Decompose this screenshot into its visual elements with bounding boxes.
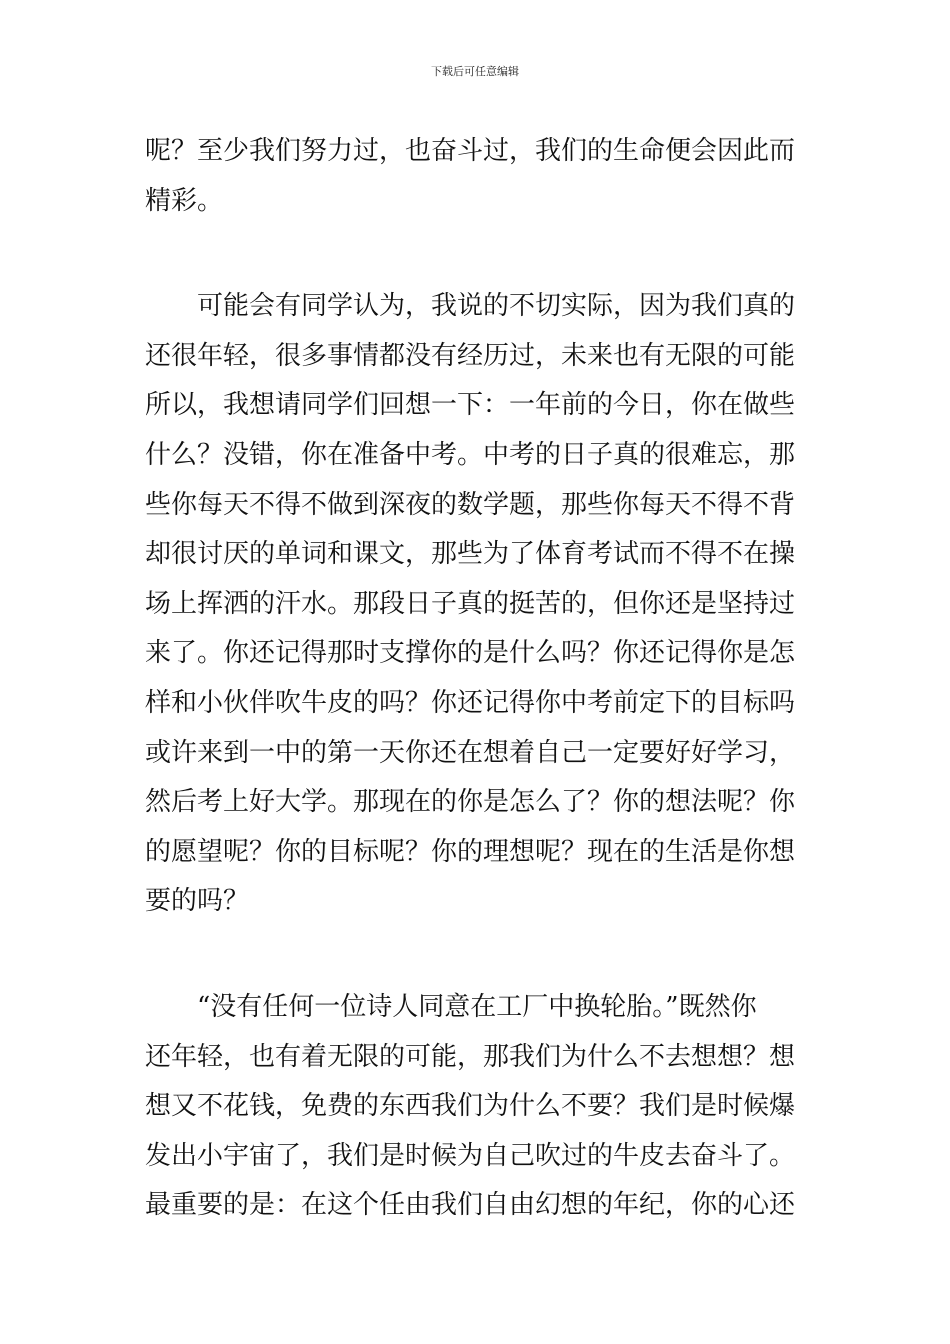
document-body (145, 127, 815, 1231)
text-line: 然后考上好大学。那现在的你是怎么了？你的想法呢？你 (145, 787, 796, 818)
page-header: 下载后可任意编辑 (431, 65, 519, 78)
paragraph-1 (145, 127, 815, 226)
text-line: 精彩。 (145, 185, 224, 216)
text-line: 最重要的是：在这个任由我们自由幻想的年纪，你的心还 (145, 1190, 796, 1221)
text-line: 呢？至少我们努力过，也奋斗过，我们的生命便会因此而 (145, 136, 796, 166)
text-line: 发出小宇宙了，我们是时候为自己吹过的牛皮去奋斗了。 (145, 1140, 796, 1171)
text-line: 什么？没错，你在准备中考。中考的日子真的很难忘，那 (145, 439, 796, 470)
text-line: 样和小伙伴吹牛皮的吗？你还记得你中考前定下的目标吗 (145, 687, 796, 718)
text-line: “没有任何一位诗人同意在工厂中换轮胎。”既然你 (197, 991, 757, 1022)
text-line: 还年轻，也有着无限的可能，那我们为什么不去想想？想 (145, 1041, 796, 1072)
text-line: 还很年轻，很多事情都没有经历过，未来也有无限的可能 (145, 340, 796, 371)
paragraph-2 (145, 282, 815, 927)
text-line: 来了。你还记得那时支撑你的是什么吗？你还记得你是怎 (145, 638, 796, 669)
text-line: 可能会有同学认为，我说的不切实际，因为我们真的 (197, 291, 796, 322)
text-line: 或许来到一中的第一天你还在想着自己一定要好好学习， (145, 737, 796, 768)
text-line: 却很讨厌的单词和课文，那些为了体育考试而不得不在操 (145, 539, 796, 570)
paragraph-gap (145, 927, 815, 983)
text-line: 所以，我想请同学们回想一下：一年前的今日，你在做些 (145, 390, 796, 421)
paragraph-gap (145, 226, 815, 282)
text-line: 场上挥洒的汗水。那段日子真的挺苦的，但你还是坚持过 (145, 588, 796, 619)
paragraph-3 (145, 983, 815, 1231)
text-line: 要的吗？ (145, 886, 250, 917)
text-line: 些你每天不得不做到深夜的数学题，那些你每天不得不背 (145, 489, 796, 520)
text-line: 的愿望呢？你的目标呢？你的理想呢？现在的生活是你想 (145, 836, 796, 867)
text-line: 想又不花钱，免费的东西我们为什么不要？我们是时候爆 (145, 1091, 796, 1122)
